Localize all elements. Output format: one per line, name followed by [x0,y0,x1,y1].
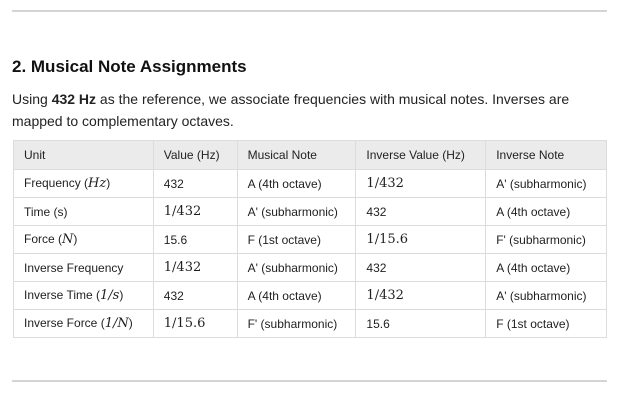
cell-inverse-value: 15.6 [356,310,486,338]
header-inverse-value: Inverse Value (Hz) [356,141,486,170]
unit-symbol: 1/N [104,316,129,331]
cell-value: 1/15.6 [153,310,237,338]
cell-unit [14,310,154,338]
cell-value: 1/432 [153,198,237,226]
cell-unit [14,282,154,310]
intro-suffix: as the reference, we associate frequencies with musical notes. Inverses are mapped to complementary octaves. [12,91,570,129]
cell-inverse-value: 432 [356,198,486,226]
unit-symbol: 1/s [100,288,120,303]
cell-inverse-note: A (4th octave) [486,254,607,282]
cell-value: 432 [153,282,237,310]
cell-musical-note: A (4th octave) [237,282,356,310]
cell-inverse-value: 1/432 [356,170,486,198]
cell-value: 1/432 [153,254,237,282]
header-inverse-note: Inverse Note [486,141,607,170]
unit-text: Time (s) [24,204,68,219]
unit-close: ) [119,288,124,302]
unit-close: ) [73,232,78,246]
unit-close: ) [106,176,111,190]
unit-close: ) [128,316,133,330]
cell-value: 432 [153,170,237,198]
header-unit: Unit [14,141,154,170]
cell-inverse-value: 1/15.6 [356,226,486,254]
unit-symbol: N [62,232,74,247]
cell-inverse-note: A' (subharmonic) [486,170,607,198]
cell-inverse-note: A' (subharmonic) [486,282,607,310]
table-row [14,254,607,282]
cell-inverse-note: A (4th octave) [486,198,607,226]
table-row [14,226,607,254]
unit-text: Inverse Frequency [24,260,124,275]
table-row [14,170,607,198]
cell-value: 15.6 [153,226,237,254]
cell-inverse-note: F (1st octave) [486,310,607,338]
cell-musical-note: A (4th octave) [237,170,356,198]
cell-musical-note: A' (subharmonic) [237,198,356,226]
section-intro [12,88,612,132]
cell-musical-note: F (1st octave) [237,226,356,254]
header-value: Value (Hz) [153,141,237,170]
cell-musical-note: A' (subharmonic) [237,254,356,282]
section-title: 2. Musical Note Assignments [12,57,247,76]
unit-symbol: Hz [88,176,107,191]
intro-reference-frequency: 432 Hz [51,91,97,107]
cell-musical-note: F' (subharmonic) [237,310,356,338]
header-musical-note: Musical Note [237,141,356,170]
table-body [14,170,607,338]
unit-text: Inverse Time ( [24,288,101,302]
cell-unit [14,226,154,254]
unit-text: Frequency ( [24,176,89,190]
table-row [14,282,607,310]
table-row [14,310,607,338]
cell-unit [14,170,154,198]
unit-text: Inverse Force ( [24,316,105,330]
cell-inverse-value: 1/432 [356,282,486,310]
bottom-divider [12,380,607,382]
top-divider [12,10,607,12]
table-header-row [14,141,607,170]
cell-unit [14,198,154,226]
cell-unit [14,254,154,282]
note-assignment-table [13,140,607,338]
unit-text: Force ( [24,232,63,246]
cell-inverse-note: F' (subharmonic) [486,226,607,254]
table-row [14,198,607,226]
intro-prefix: Using [12,91,52,107]
cell-inverse-value: 432 [356,254,486,282]
